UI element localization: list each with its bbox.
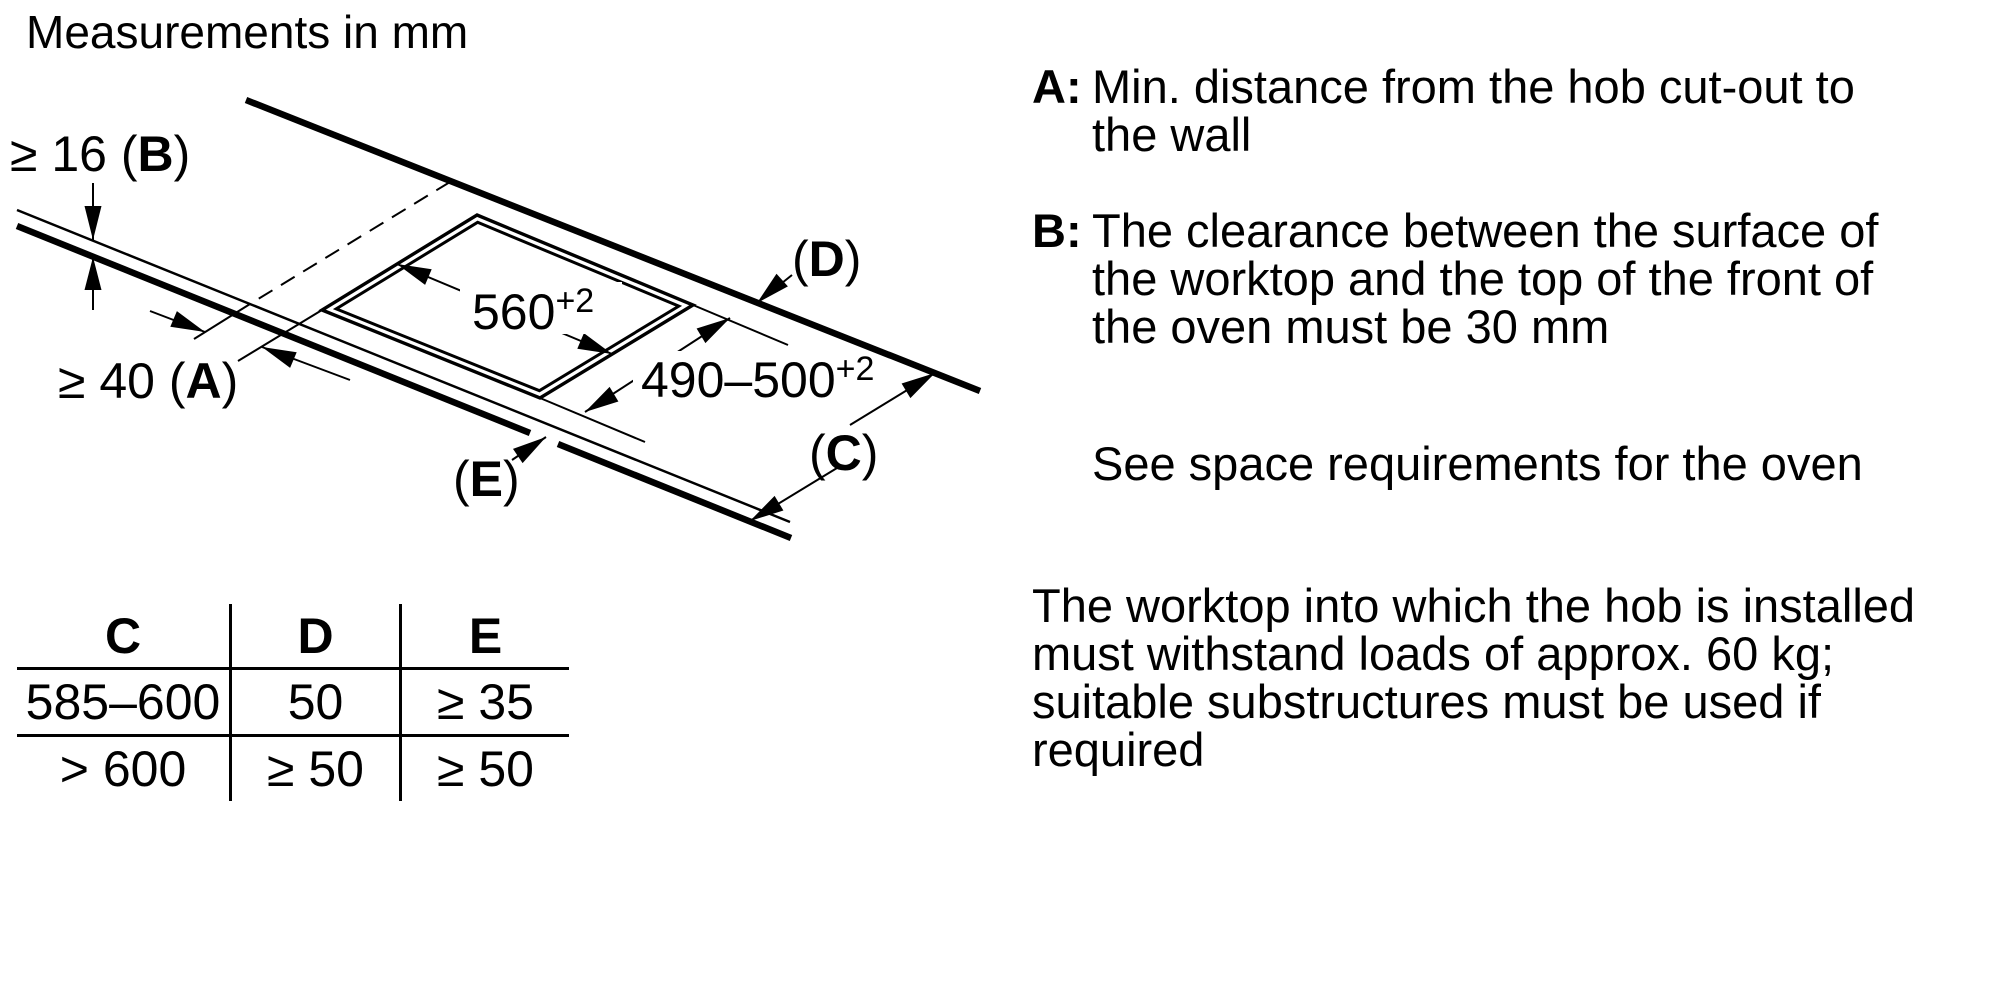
depth-arrowhead-back <box>697 318 730 343</box>
cell-c-row2: > 600 <box>17 736 231 802</box>
table-row <box>17 669 569 736</box>
note-a-line: Min. distance from the hob cut-out to <box>1092 60 1855 113</box>
load-note-line: must withstand loads of approx. 60 kg; <box>1032 627 1835 680</box>
cutout-width-dimension-label: $560^{+2}$ <box>472 282 595 340</box>
note-b-line: the oven must be 30 mm <box>1092 300 1610 353</box>
width-arrowhead-right <box>577 333 612 354</box>
d-label-arrowhead <box>757 274 788 303</box>
note-b-line: the worktop and the top of the front of <box>1092 252 1874 305</box>
thickness-arrowhead-upper <box>85 206 102 240</box>
table-row <box>17 736 569 802</box>
note-b-line: The clearance between the surface of <box>1092 204 1879 257</box>
note-b-label: B: <box>1032 204 1082 257</box>
note-b <box>1032 204 1879 353</box>
note-a <box>1032 60 1855 161</box>
load-note-line: suitable substructures must be used if <box>1032 675 1821 728</box>
cell-e-row1: ≥ 35 <box>401 669 570 736</box>
note-b-body <box>1092 204 1879 353</box>
wall-distance-dimension-label: ≥ 40 (A) <box>58 353 239 409</box>
note-a-line: the wall <box>1092 108 1252 161</box>
c-arrowhead-upper <box>902 373 935 398</box>
note-a-label: A: <box>1032 60 1082 113</box>
page-title: Measurements in mm <box>26 6 469 58</box>
cutout-depth-dimension-label: $490-500^{+2}$ <box>641 350 875 408</box>
column-header-d: D <box>231 604 401 669</box>
dimension-table <box>17 604 569 801</box>
side-wall-dashed-line <box>250 182 450 304</box>
load-note-line: The worktop into which the hob is installed <box>1032 579 1916 632</box>
column-header-c: C <box>17 604 231 669</box>
e-reference-label: (E) <box>453 451 520 507</box>
wall-distance-arrowhead-left <box>170 311 205 332</box>
d-reference-label: (D) <box>792 231 862 287</box>
cell-c-row1: 585–600 <box>17 669 231 736</box>
load-note-line: required <box>1032 723 1205 776</box>
load-note <box>1032 579 1916 776</box>
installation-diagram <box>0 40 1000 560</box>
cell-e-row2: ≥ 50 <box>437 741 534 797</box>
c-reference-label: (C) <box>809 425 879 481</box>
width-arrowhead-left <box>397 264 432 285</box>
depth-arrowhead-front <box>585 387 618 412</box>
table-header-row <box>17 604 569 669</box>
column-header-e: E <box>401 604 570 669</box>
thickness-dimension-label: ≥ 16 (B) <box>10 126 191 182</box>
cell-d-row2: ≥ 50 <box>231 736 401 802</box>
cell-d-row1: 50 <box>231 669 401 736</box>
wall-distance-arrowhead-right <box>262 347 297 368</box>
see-space-note: See space requirements for the oven <box>1092 437 1863 490</box>
note-a-body <box>1092 60 1855 161</box>
worktop-front-edge-thick-line-right <box>558 444 791 538</box>
